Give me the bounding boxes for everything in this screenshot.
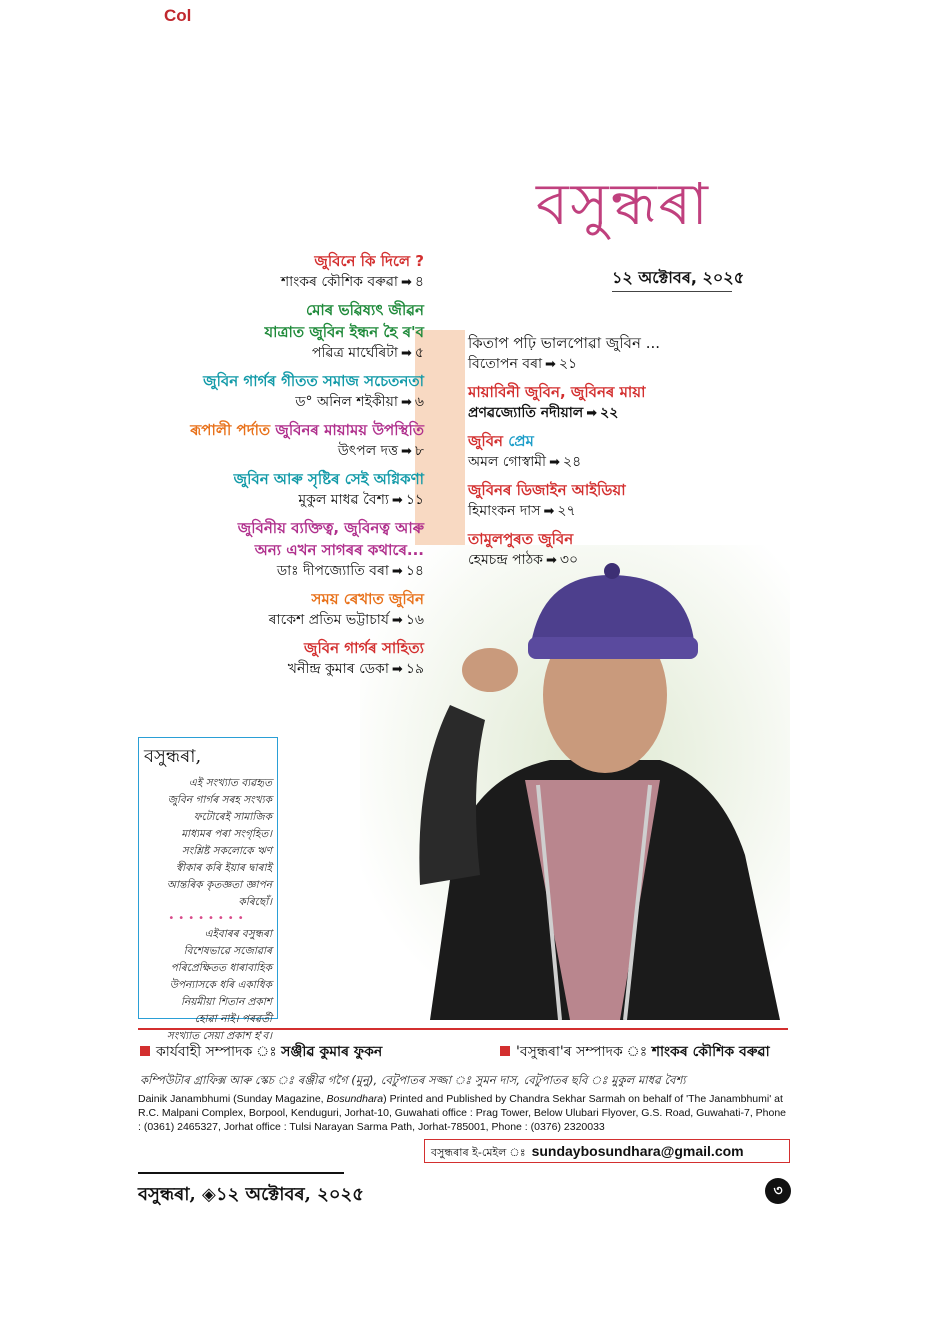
toc-title: জুবিন আৰু সৃষ্টিৰ সেই অগ্নিকণা bbox=[233, 470, 424, 488]
toc-author: উৎপল দত্ত ➡ ৮ bbox=[337, 443, 424, 459]
imprint: Dainik Janambhumi (Sunday Magazine, Bosundhara) Printed and Published by Chandra Sekhar Sarmah on behalf of 'The Janambhumi' at R.C. Malpani Complex, Borpool, Kenduguri, Jorhat-10, Guwahati office : Prag Tower, Below Ulubari Flyover, G.S. Road, Guwahati-7, Phone : (0361) 2465327, Jorhat office : Tulsi Narayan Sarma Path, Jorhat-785001, Phone : (0376) 2320033 bbox=[138, 1093, 787, 1133]
footer-rule bbox=[138, 1172, 344, 1174]
toc-title: ৰূপালী পৰ্দাত জুবিনৰ মায়াময় উপস্থিতি bbox=[190, 421, 424, 439]
toc-title: জুবিন গাৰ্গৰ সাহিত্য bbox=[304, 639, 424, 657]
note-line: এইবাৰৰ বসুন্ধৰা bbox=[204, 928, 272, 940]
toc-entry[interactable] bbox=[124, 250, 424, 293]
toc-title-line2: যাত্ৰাত জুবিন ইন্ধন হৈ ৰ'ব bbox=[264, 323, 424, 341]
executive-editor: কাৰ্যবাহী সম্পাদক ঃ সঞ্জীৱ কুমাৰ ফুকন bbox=[140, 1040, 382, 1064]
toc-title: কিতাপ পঢ়ি ভালপোৱা জুবিন ... bbox=[468, 334, 660, 352]
note-line: কৰিছোঁ। bbox=[238, 896, 272, 908]
toc-left bbox=[124, 250, 424, 686]
toc-title-line2: অন্য এখন সাগৰৰ কথাৰে... bbox=[254, 541, 424, 559]
note-line: নিয়মীয়া শিতান প্ৰকাশ bbox=[180, 996, 272, 1008]
toc-entry[interactable] bbox=[124, 370, 424, 413]
toc-entry[interactable] bbox=[468, 528, 728, 571]
toc-title: জুবিনৰ ডিজাইন আইডিয়া bbox=[468, 481, 626, 499]
toc-author: ডাঃ দীপজ্যোতি বৰা ➡ ১৪ bbox=[276, 563, 424, 579]
toc-title: মোৰ ভৱিষ্যৎ জীৱন bbox=[306, 301, 424, 319]
toc-entry[interactable] bbox=[468, 381, 728, 424]
masthead-date: ১২ অক্টোবৰ, ২০২৫ bbox=[612, 268, 745, 287]
page-number: ৩ bbox=[765, 1178, 791, 1204]
toc-entry[interactable] bbox=[124, 419, 424, 462]
toc-right bbox=[468, 332, 728, 577]
toc-entry[interactable] bbox=[468, 479, 728, 522]
note-line: সংশ্লিষ্ট সকলোকে ঋণ bbox=[181, 845, 272, 857]
toc-entry[interactable] bbox=[468, 332, 728, 375]
toc-title: জুবিন গাৰ্গৰ গীতত সমাজ সচেতনতা bbox=[203, 372, 424, 390]
toc-entry[interactable] bbox=[124, 299, 424, 364]
toc-entry[interactable] bbox=[124, 517, 424, 582]
note-line: জুবিন গাৰ্গৰ সৰহ সংখ্যক bbox=[167, 794, 272, 806]
corner-tag: Col bbox=[164, 6, 192, 25]
note-box bbox=[138, 737, 278, 1042]
toc-entry[interactable] bbox=[124, 588, 424, 631]
toc-title: সময় ৰেখাত জুবিন bbox=[311, 590, 424, 608]
note-line: পৰিপ্ৰেক্ষিতত ধাৰাবাহিক bbox=[170, 962, 272, 974]
toc-author: অমল গোস্বামী ➡ ২৪ bbox=[468, 454, 582, 470]
toc-title: মায়াবিনী জুবিন, জুবিনৰ মায়া bbox=[468, 383, 646, 401]
note-brand: বসুন্ধৰা, bbox=[144, 746, 202, 767]
toc-entry[interactable] bbox=[124, 468, 424, 511]
masthead-title: বসুন্ধৰা bbox=[536, 170, 711, 238]
toc-author: মুকুল মাধৱ বৈশ্য ➡ ১১ bbox=[298, 492, 424, 508]
dotted-divider: •••••••• bbox=[168, 913, 248, 924]
magazine-editor: 'বসুন্ধৰা'ৰ সম্পাদক ঃ শাংকৰ কৌশিক বৰুৱা bbox=[500, 1040, 770, 1064]
toc-title: তামুলপুৰত জুবিন bbox=[468, 530, 574, 548]
toc-title: জুবিনে কি দিলে ? bbox=[314, 252, 424, 270]
note-line: ফটোৰেই সামাজিক bbox=[193, 811, 272, 823]
toc-author: পৱিত্ৰ মাৰ্ঘেৰিটা ➡ ৫ bbox=[311, 345, 424, 361]
toc-author: খনীন্দ্ৰ কুমাৰ ডেকা ➡ ১৯ bbox=[287, 661, 424, 677]
cover-photo bbox=[360, 545, 790, 1020]
note-line: বিশেষভাৱে সজোৱাৰ bbox=[183, 945, 272, 957]
note-line: স্বীকাৰ কৰি ইয়াৰ দ্বাৰাই bbox=[175, 862, 272, 874]
email-address[interactable]: sundaybosundhara@gmail.com bbox=[531, 1143, 744, 1159]
note-line: হোৱা নাই। পৰৱৰ্তী bbox=[194, 1013, 272, 1025]
toc-author: শাংকৰ কৌশিক বৰুৱা ➡ ৪ bbox=[280, 274, 424, 290]
email-box bbox=[424, 1139, 790, 1163]
note-line: উপন্যাসকে ধৰি একাধিক bbox=[169, 979, 272, 991]
toc-entry[interactable] bbox=[124, 637, 424, 680]
note-line: সংখ্যাত সেয়া প্ৰকাশ হ'ব। bbox=[166, 1030, 272, 1042]
toc-author: হেমচন্দ্ৰ পাঠক ➡ ৩০ bbox=[468, 552, 579, 568]
toc-author: বিতোপন বৰা ➡ ২১ bbox=[468, 356, 578, 372]
toc-title: জুবিনীয় ব্যক্তিত্ব, জুবিনত্ব আৰু bbox=[237, 519, 424, 537]
ornament-line bbox=[612, 291, 732, 292]
credits-line: কম্পিউটাৰ গ্ৰাফিক্স আৰু স্কেচ ঃ ৰঞ্জীৱ গগৈ (মুনু), বেটুপাতৰ সজ্জা ঃ সুমন দাস, বেটুপাতৰ ছবি ঃ মুকুল মাধৱ বৈশ্য bbox=[140, 1073, 686, 1087]
toc-author: ৰাকেশ প্ৰতিম ভট্টাচাৰ্য ➡ ১৬ bbox=[268, 612, 424, 628]
note-line: এই সংখ্যাত ব্যৱহৃত bbox=[188, 777, 272, 789]
note-line: আন্তৰিক কৃতজ্ঞতা জ্ঞাপন bbox=[166, 879, 272, 891]
email-label: বসুন্ধৰাৰ ই-মেইল ঃ bbox=[431, 1146, 526, 1159]
toc-author: প্ৰণৱজ্যোতি নদীয়াল ➡ ২২ bbox=[468, 405, 619, 421]
note-line: মাধ্যমৰ পৰা সংগৃহিত। bbox=[181, 828, 272, 840]
footer-text: বসুন্ধৰা, ◈১২ অক্টোবৰ, ২০২৫ bbox=[138, 1184, 364, 1205]
square-bullet-icon bbox=[500, 1046, 510, 1056]
toc-author: হিমাংকন দাস ➡ ২৭ bbox=[468, 503, 576, 519]
toc-author: ড° অনিল শইকীয়া ➡ ৬ bbox=[295, 394, 424, 410]
toc-title: জুবিন প্ৰেম bbox=[468, 432, 534, 450]
square-bullet-icon bbox=[140, 1046, 150, 1056]
toc-entry[interactable] bbox=[468, 430, 728, 473]
divider-rule bbox=[138, 1028, 788, 1030]
